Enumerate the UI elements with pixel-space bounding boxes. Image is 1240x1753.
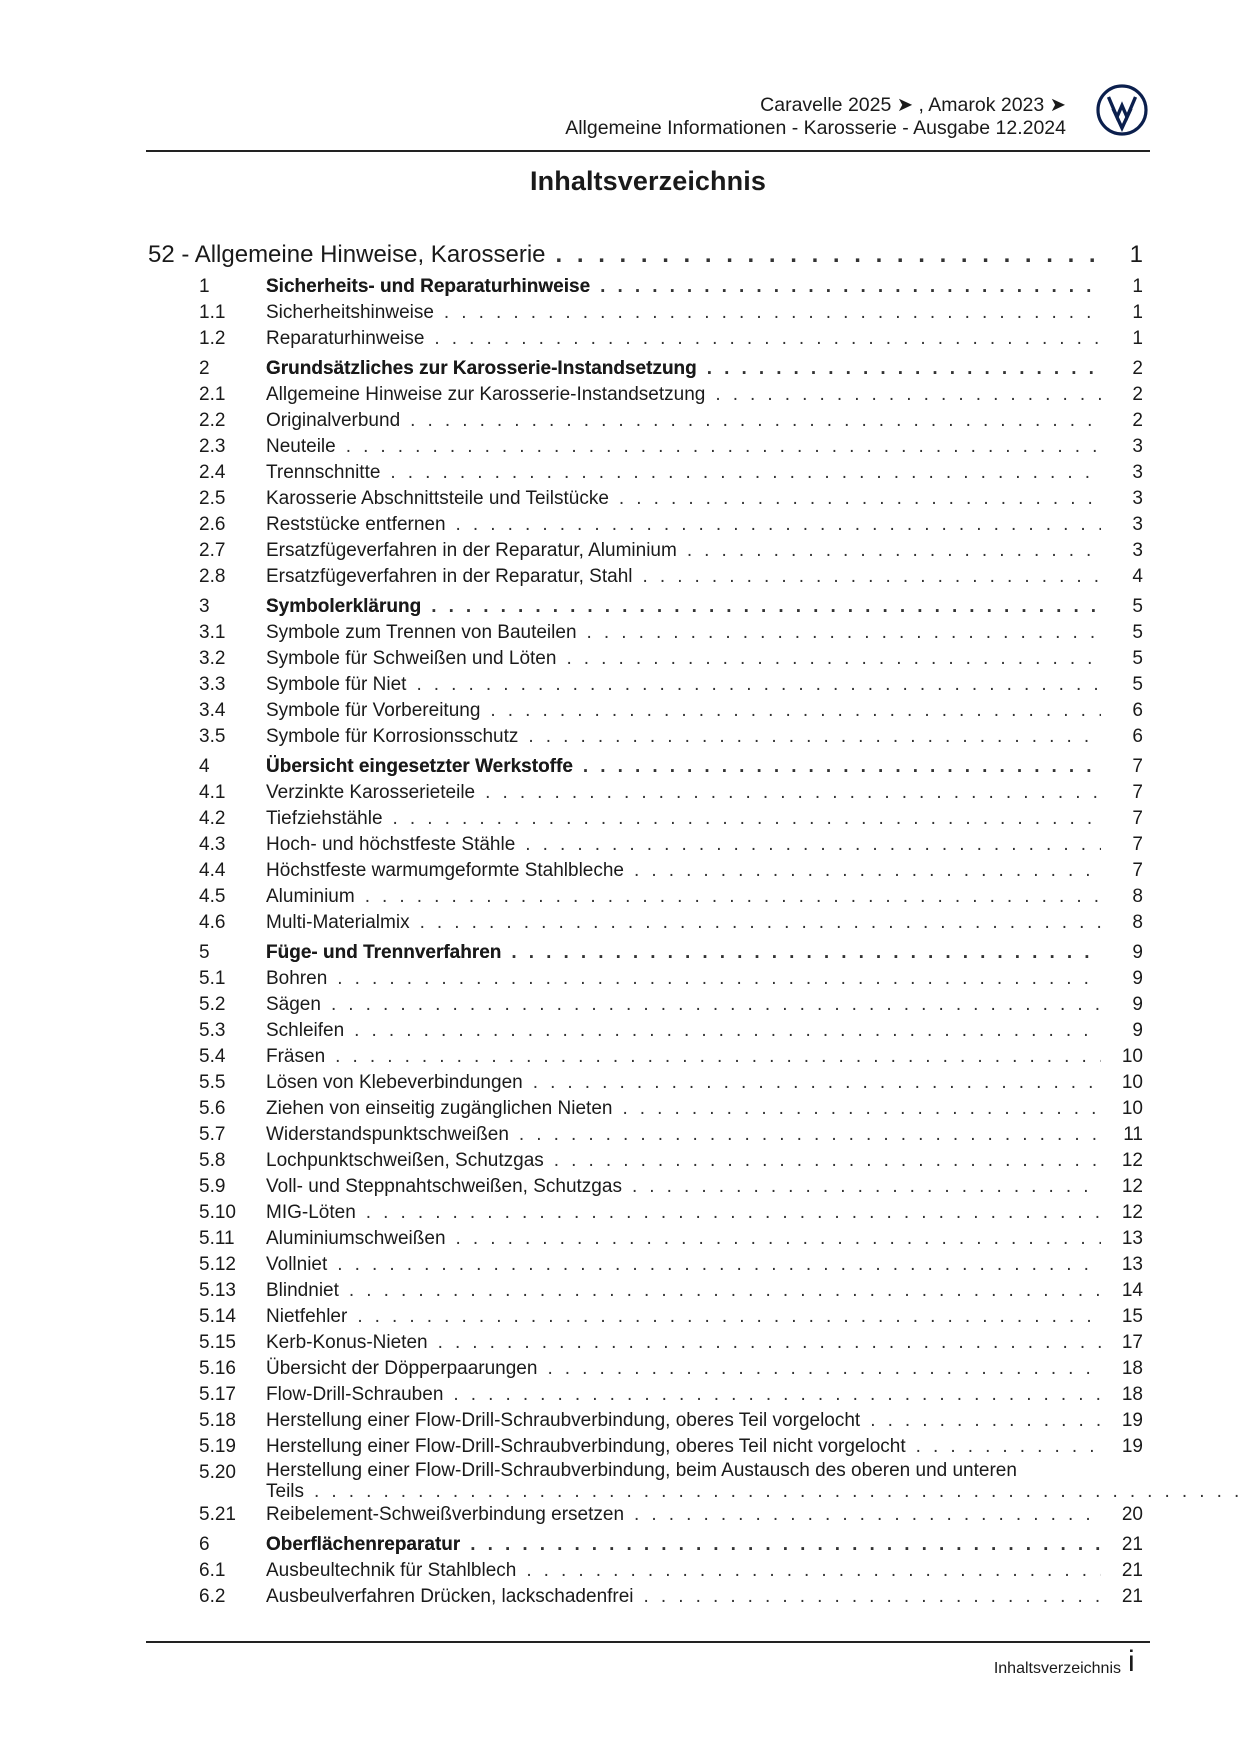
toc-leader-dots <box>509 1122 1101 1148</box>
toc-entry-page: 14 <box>1121 1280 1143 1301</box>
footer-rule <box>146 1641 1150 1643</box>
toc-entry-number: 4.6 <box>199 912 226 933</box>
toc-entry-row[interactable] <box>148 966 1143 992</box>
toc-entry-label: Vollniet <box>266 1254 328 1275</box>
toc-entry-number: 5.10 <box>199 1202 236 1223</box>
toc-entry-row[interactable] <box>148 1044 1143 1070</box>
toc-entry-page: 9 <box>1132 942 1143 963</box>
toc-entry-label: Nietfehler <box>266 1306 348 1327</box>
toc-entry-number: 3.2 <box>199 648 226 669</box>
toc-entry-row[interactable] <box>148 1174 1143 1200</box>
toc-entry-page: 12 <box>1121 1176 1143 1197</box>
toc-leader-dots <box>344 1018 1101 1044</box>
toc-entry-page: 21 <box>1121 1560 1143 1581</box>
toc-entry-label: Reststücke entfernen <box>266 514 446 535</box>
toc-entry-label: Bohren <box>266 968 328 989</box>
toc-leader-dots <box>537 1356 1101 1382</box>
toc-entry-number: 1 <box>199 276 210 297</box>
toc-entry-label: Verzinkte Karosserieteile <box>266 782 476 803</box>
toc-leader-dots <box>634 1584 1101 1610</box>
toc-leader-dots <box>906 1434 1101 1460</box>
toc-leader-dots <box>556 646 1101 672</box>
toc-leader-dots <box>518 724 1101 750</box>
toc-entry-number: 5.20 <box>199 1462 236 1483</box>
toc-entry-label: Blindniet <box>266 1280 339 1301</box>
toc-section-row[interactable] <box>148 754 1143 780</box>
toc-entry-page: 18 <box>1121 1384 1143 1405</box>
toc-section-row[interactable] <box>148 1532 1143 1558</box>
toc-entry-number: 5.5 <box>199 1072 226 1093</box>
toc-entry-page: 10 <box>1121 1072 1143 1093</box>
toc-entry-number: 5 <box>199 942 210 963</box>
toc-entry-number: 5.3 <box>199 1020 226 1041</box>
toc-entry-page: 2 <box>1132 384 1143 405</box>
toc-entry-row[interactable] <box>148 538 1143 564</box>
toc-entry-label: Ersatzfügeverfahren in der Reparatur, Aluminium <box>266 540 677 561</box>
toc-entry-number: 5.8 <box>199 1150 226 1171</box>
toc-entry-page: 5 <box>1132 622 1143 643</box>
toc-entry-number: 4.1 <box>199 782 226 803</box>
toc-entry-page: 2 <box>1132 358 1143 379</box>
toc-entry-number: 2.5 <box>199 488 226 509</box>
toc-entry-number: 4.4 <box>199 860 226 881</box>
toc-leader-dots <box>421 594 1101 620</box>
toc-entry-label: MIG-Löten <box>266 1202 356 1223</box>
footer-label: Inhaltsverzeichnis <box>993 1660 1121 1677</box>
toc-leader-dots <box>355 884 1101 910</box>
toc-entry-label: Lösen von Klebeverbindungen <box>266 1072 523 1093</box>
toc-entry-number: 5.21 <box>199 1504 236 1525</box>
toc-entry-label: Ziehen von einseitig zugänglichen Nieten <box>266 1098 613 1119</box>
toc-leader-dots <box>632 564 1101 590</box>
toc-entry-row[interactable] <box>148 1356 1143 1382</box>
toc-entry-number: 5.14 <box>199 1306 236 1327</box>
toc-entry-label: Schleifen <box>266 1020 345 1041</box>
table-of-contents <box>148 240 1143 1610</box>
toc-entry-label: Symbole für Niet <box>266 674 407 695</box>
toc-leader-dots <box>325 1044 1101 1070</box>
toc-leader-dots <box>428 1330 1101 1356</box>
header-vehicle-line: Caravelle 2025 ➤ , Amarok 2023 ➤ <box>760 94 1066 116</box>
toc-entry-number: 5.13 <box>199 1280 236 1301</box>
toc-entry-label: Neuteile <box>266 436 336 457</box>
toc-entry-row[interactable] <box>148 1226 1143 1252</box>
toc-entry-label: Ausbeulverfahren Drücken, lackschadenfrei <box>266 1586 634 1607</box>
toc-entry-row[interactable] <box>148 1096 1143 1122</box>
toc-leader-dots <box>516 1558 1101 1584</box>
toc-entry-number: 1.2 <box>199 328 226 349</box>
toc-entry-number: 2.8 <box>199 566 226 587</box>
toc-entry-number: 1.1 <box>199 302 226 323</box>
toc-entry-number: 4 <box>199 756 210 777</box>
toc-entry-row[interactable] <box>148 1584 1143 1610</box>
toc-entry-number: 5.7 <box>199 1124 226 1145</box>
toc-entry-label: Sägen <box>266 994 321 1015</box>
toc-entry-row[interactable] <box>148 1558 1143 1584</box>
toc-leader-dots <box>609 486 1101 512</box>
toc-entry-row[interactable] <box>148 1434 1143 1460</box>
toc-entry-label: Lochpunktschweißen, Schutzgas <box>266 1150 544 1171</box>
toc-entry-page: 10 <box>1121 1046 1143 1067</box>
toc-entry-row[interactable] <box>148 780 1143 806</box>
toc-entry-number: 5.1 <box>199 968 226 989</box>
toc-entry-page: 19 <box>1121 1410 1143 1431</box>
toc-entry-page: 8 <box>1132 886 1143 907</box>
toc-entry-page: 5 <box>1132 674 1143 695</box>
toc-entry-number: 3.5 <box>199 726 226 747</box>
toc-entry-label: Karosserie Abschnittsteile und Teilstücke <box>266 488 609 509</box>
toc-entry-number: 4.5 <box>199 886 226 907</box>
toc-entry-page: 7 <box>1132 782 1143 803</box>
toc-leader-dots <box>515 832 1101 858</box>
toc-entry-page: 11 <box>1123 1124 1143 1145</box>
toc-entry-label: Symbole zum Trennen von Bauteilen <box>266 622 577 643</box>
toc-leader-dots <box>327 1252 1101 1278</box>
toc-leader-dots <box>705 382 1101 408</box>
toc-leader-dots <box>697 356 1101 382</box>
toc-leader-dots <box>624 1502 1101 1528</box>
toc-chapter-page: 1 <box>1129 241 1143 268</box>
toc-entry-label: Herstellung einer Flow-Drill-Schraubverbindung, oberes Teil vorgelocht <box>266 1410 861 1431</box>
toc-entry-label: Widerstandspunktschweißen <box>266 1124 509 1145</box>
toc-entry-page: 7 <box>1132 834 1143 855</box>
toc-leader-dots <box>424 326 1101 352</box>
toc-entry-label: Füge- und Trennverfahren <box>266 942 502 963</box>
toc-entry-number: 3.3 <box>199 674 226 695</box>
toc-entry-label: Allgemeine Hinweise zur Karosserie-Instandsetzung <box>266 384 706 405</box>
toc-section-row[interactable] <box>148 356 1143 382</box>
toc-entry-label: Ersatzfügeverfahren in der Reparatur, Stahl <box>266 566 633 587</box>
toc-entry-row[interactable] <box>148 620 1143 646</box>
toc-entry-label: Symbole für Korrosionsschutz <box>266 726 519 747</box>
toc-chapter[interactable] <box>148 240 1143 270</box>
toc-entry-number: 5.16 <box>199 1358 236 1379</box>
header-document-line: Allgemeine Informationen - Karosserie - Ausgabe 12.2024 <box>565 117 1066 139</box>
toc-entry-row[interactable] <box>148 1304 1143 1330</box>
toc-entry-label: Oberflächenreparatur <box>266 1534 461 1555</box>
toc-leader-dots <box>380 460 1101 486</box>
toc-leader-dots <box>406 672 1101 698</box>
toc-leader-dots <box>434 300 1101 326</box>
toc-entry-label: Ausbeultechnik für Stahlblech <box>266 1560 517 1581</box>
toc-entry-row[interactable] <box>148 858 1143 884</box>
toc-entry-number: 3.4 <box>199 700 226 721</box>
toc-leader-dots <box>544 1148 1101 1174</box>
toc-entry-page: 2 <box>1132 410 1143 431</box>
toc-entry-label: Tiefziehstähle <box>266 808 383 829</box>
toc-entry-number: 2.1 <box>199 384 226 405</box>
toc-entry-label: Voll- und Steppnahtschweißen, Schutzgas <box>266 1176 622 1197</box>
toc-entry-row[interactable] <box>148 326 1143 352</box>
toc-entry-label: Originalverbund <box>266 410 401 431</box>
toc-entry-row[interactable] <box>148 1278 1143 1304</box>
toc-entry-number: 5.17 <box>199 1384 236 1405</box>
toc-entry-number: 5.6 <box>199 1098 226 1119</box>
toc-entry-number: 5.19 <box>199 1436 236 1457</box>
toc-entry-row[interactable] <box>148 408 1143 434</box>
toc-entry-row[interactable] <box>148 672 1143 698</box>
toc-entry-number: 6 <box>199 1534 210 1555</box>
toc-entry-number: 5.11 <box>199 1228 235 1249</box>
toc-entry-row[interactable] <box>148 1148 1143 1174</box>
toc-entry-label-wrap <box>266 1460 1240 1502</box>
toc-leader-dots <box>501 940 1101 966</box>
toc-leader-dots <box>356 1200 1101 1226</box>
toc-entry-label: Grundsätzliches zur Karosserie-Instandsetzung <box>266 358 697 379</box>
toc-entry-number: 5.2 <box>199 994 226 1015</box>
toc-entry-label: Reparaturhinweise <box>266 328 425 349</box>
toc-entry-number: 2 <box>199 358 210 379</box>
toc-entry-page: 7 <box>1132 808 1143 829</box>
toc-entry-number: 2.3 <box>199 436 226 457</box>
toc-entry-row[interactable] <box>148 382 1143 408</box>
toc-entry-row[interactable] <box>148 698 1143 724</box>
toc-entry-page: 13 <box>1121 1228 1143 1249</box>
toc-leader-dots <box>347 1304 1101 1330</box>
toc-entry-page: 3 <box>1132 462 1143 483</box>
toc-entry-page: 1 <box>1132 328 1143 349</box>
page-title: Inhaltsverzeichnis <box>530 166 766 196</box>
toc-entry-number: 5.15 <box>199 1332 236 1353</box>
toc-entry-label: Sicherheits- und Reparaturhinweise <box>266 276 591 297</box>
toc-leader-dots <box>622 1174 1101 1200</box>
toc-entry-page: 17 <box>1121 1332 1143 1353</box>
toc-entry-page: 10 <box>1121 1098 1143 1119</box>
toc-entry-page: 3 <box>1132 488 1143 509</box>
toc-entry-row[interactable] <box>148 300 1143 326</box>
toc-entry-page: 19 <box>1121 1436 1143 1457</box>
toc-entry-page: 21 <box>1121 1534 1143 1555</box>
toc-leader-dots <box>446 1226 1101 1252</box>
toc-leader-dots <box>475 780 1101 806</box>
toc-entry-label: Aluminiumschweißen <box>266 1228 446 1249</box>
toc-entry-page: 18 <box>1121 1358 1143 1379</box>
toc-entry-label-continued <box>266 1482 1240 1502</box>
toc-entry-label: Übersicht der Döpperpaarungen <box>266 1358 538 1379</box>
toc-leader-dots <box>573 754 1101 780</box>
toc-leader-dots <box>460 1532 1101 1558</box>
toc-entry-page: 5 <box>1132 596 1143 617</box>
toc-entry-page: 21 <box>1121 1586 1143 1607</box>
page-header <box>146 94 1066 140</box>
toc-entry-label: Aluminium <box>266 886 355 907</box>
toc-entry-page: 1 <box>1132 276 1143 297</box>
toc-entry-page: 5 <box>1132 648 1143 669</box>
toc-entry-page: 8 <box>1132 912 1143 933</box>
toc-entry-row[interactable] <box>148 486 1143 512</box>
toc-entry-row[interactable] <box>148 646 1143 672</box>
toc-entry-row[interactable] <box>148 512 1143 538</box>
toc-leader-dots <box>546 240 1101 270</box>
toc-leader-dots <box>336 434 1101 460</box>
toc-entry-row[interactable] <box>148 910 1143 936</box>
toc-entry-page: 7 <box>1132 756 1143 777</box>
toc-entry-number: 2.4 <box>199 462 226 483</box>
toc-entry-row[interactable] <box>148 724 1143 750</box>
toc-entry-row[interactable] <box>148 1018 1143 1044</box>
toc-section-row[interactable] <box>148 594 1143 620</box>
toc-entry-row[interactable] <box>148 460 1143 486</box>
toc-entry-row[interactable] <box>148 1460 1143 1502</box>
toc-entry-label: Hoch- und höchstfeste Stähle <box>266 834 516 855</box>
toc-entry-page: 6 <box>1132 726 1143 747</box>
toc-entry-label: Übersicht eingesetzter Werkstoffe <box>266 756 573 777</box>
toc-entry-page: 3 <box>1132 436 1143 457</box>
toc-entry-row[interactable] <box>148 806 1143 832</box>
toc-entry-row[interactable] <box>148 1502 1143 1528</box>
toc-section-row[interactable] <box>148 274 1143 300</box>
toc-entry-label: Kerb-Konus-Nieten <box>266 1332 428 1353</box>
toc-entry-label: Fräsen <box>266 1046 326 1067</box>
toc-chapter-label: 52 - Allgemeine Hinweise, Karosserie <box>148 241 546 268</box>
toc-entry-label-line2: Teils <box>266 1481 305 1502</box>
toc-entry-number: 5.4 <box>199 1046 226 1067</box>
toc-entry-row[interactable] <box>148 1200 1143 1226</box>
toc-entry-label: Symbolerklärung <box>266 596 422 617</box>
toc-leader-dots <box>624 858 1101 884</box>
toc-entry-number: 2.7 <box>199 540 226 561</box>
toc-entry-page: 9 <box>1132 994 1143 1015</box>
toc-entry-row[interactable] <box>148 1408 1143 1434</box>
footer-page-number: i <box>1128 1645 1135 1678</box>
toc-entry-page: 7 <box>1132 860 1143 881</box>
toc-entry-row[interactable] <box>148 434 1143 460</box>
toc-entry-page: 4 <box>1132 566 1143 587</box>
toc-entry-row[interactable] <box>148 564 1143 590</box>
toc-entry-number: 4.3 <box>199 834 226 855</box>
toc-entry-label: Trennschnitte <box>266 462 381 483</box>
toc-entry-number: 5.9 <box>199 1176 226 1197</box>
toc-leader-dots <box>577 620 1101 646</box>
toc-leader-dots <box>410 910 1101 936</box>
toc-entry-number: 5.18 <box>199 1410 236 1431</box>
toc-entry-row[interactable] <box>148 1070 1143 1096</box>
toc-leader-dots <box>304 1482 1240 1502</box>
toc-entry-page: 9 <box>1132 968 1143 989</box>
toc-entry-row[interactable] <box>148 1330 1143 1356</box>
toc-entry-label: Symbole für Schweißen und Löten <box>266 648 557 669</box>
toc-entry-label: Flow-Drill-Schrauben <box>266 1384 444 1405</box>
toc-entry-page: 6 <box>1132 700 1143 721</box>
toc-leader-dots <box>339 1278 1101 1304</box>
toc-entry-label: Symbole für Vorbereitung <box>266 700 481 721</box>
toc-leader-dots <box>677 538 1101 564</box>
toc-entry-page: 12 <box>1121 1202 1143 1223</box>
toc-leader-dots <box>327 966 1101 992</box>
toc-leader-dots <box>860 1408 1101 1434</box>
toc-leader-dots <box>400 408 1101 434</box>
toc-entry-page: 1 <box>1132 302 1143 323</box>
toc-leader-dots <box>383 806 1101 832</box>
toc-entry-row[interactable] <box>148 1252 1143 1278</box>
toc-entry-number: 5.12 <box>199 1254 236 1275</box>
header-rule <box>146 150 1150 152</box>
toc-entry-row[interactable] <box>148 832 1143 858</box>
toc-entry-number: 3.1 <box>199 622 226 643</box>
toc-entry-label: Reibelement-Schweißverbindung ersetzen <box>266 1504 625 1525</box>
toc-entry-number: 2.6 <box>199 514 226 535</box>
toc-entry-page: 9 <box>1132 1020 1143 1041</box>
toc-entry-row[interactable] <box>148 884 1143 910</box>
toc-entry-number: 4.2 <box>199 808 226 829</box>
toc-entry-row[interactable] <box>148 1382 1143 1408</box>
toc-entry-page: 20 <box>1121 1504 1143 1525</box>
toc-entry-page: 3 <box>1132 514 1143 535</box>
toc-entry-page: 3 <box>1132 540 1143 561</box>
toc-leader-dots <box>446 512 1101 538</box>
toc-entry-label: Höchstfeste warmumgeformte Stahlbleche <box>266 860 624 881</box>
toc-leader-dots <box>321 992 1101 1018</box>
toc-entry-row[interactable] <box>148 1122 1143 1148</box>
toc-leader-dots <box>480 698 1101 724</box>
toc-entry-number: 2.2 <box>199 410 226 431</box>
vw-logo-icon <box>1096 84 1148 136</box>
toc-entry-page: 12 <box>1121 1150 1143 1171</box>
toc-entry-label: Herstellung einer Flow-Drill-Schraubverbindung, oberes Teil nicht vorgelocht <box>266 1436 906 1457</box>
toc-entry-number: 6.1 <box>199 1560 226 1581</box>
toc-entry-page: 15 <box>1121 1306 1143 1327</box>
toc-leader-dots <box>590 274 1101 300</box>
toc-section-row[interactable] <box>148 940 1143 966</box>
toc-entry-label: Sicherheitshinweise <box>266 302 434 323</box>
toc-leader-dots <box>443 1382 1101 1408</box>
toc-entry-row[interactable] <box>148 992 1143 1018</box>
toc-entry-label: Herstellung einer Flow-Drill-Schraubverbindung, beim Austausch des oberen und unteren <box>266 1460 1017 1481</box>
toc-entry-label: Multi-Materialmix <box>266 912 410 933</box>
toc-entry-page: 13 <box>1121 1254 1143 1275</box>
toc-leader-dots <box>612 1096 1101 1122</box>
toc-entry-number: 6.2 <box>199 1586 226 1607</box>
toc-entry-number: 3 <box>199 596 210 617</box>
toc-leader-dots <box>523 1070 1101 1096</box>
